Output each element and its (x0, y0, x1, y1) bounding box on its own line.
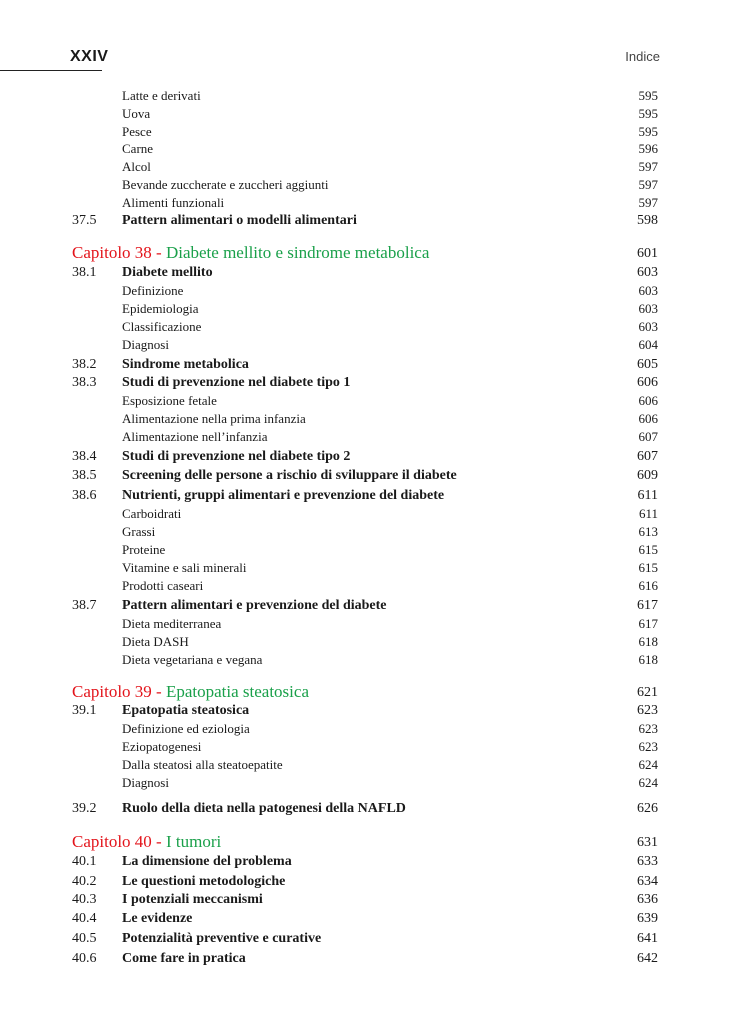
page-ref: 596 (638, 141, 658, 156)
page-ref: 617 (638, 616, 658, 631)
page-ref: 623 (638, 721, 658, 736)
toc-subentry-row (0, 411, 730, 429)
section-title: I potenziali meccanismi (122, 892, 263, 907)
subentry-title: Definizione ed eziologia (122, 721, 250, 736)
toc-subentry-row (0, 524, 730, 542)
toc-subentry-row (0, 88, 730, 106)
page-ref: 611 (637, 488, 658, 503)
toc-subentry-row (0, 159, 730, 177)
page-ref: 597 (638, 195, 658, 210)
toc-subentry-row (0, 739, 730, 757)
subentry-title: Alimenti funzionali (122, 195, 225, 210)
page-ref: 624 (638, 757, 658, 772)
page-ref: 623 (638, 739, 658, 754)
toc-subentry-row (0, 652, 730, 670)
subentry-title: Latte e derivati (122, 88, 201, 103)
page-ref: 618 (638, 652, 658, 667)
toc-section-row (0, 598, 730, 616)
toc-section-row (0, 931, 730, 949)
page-ref: 633 (637, 854, 658, 869)
section-number: 40.5 (72, 931, 97, 946)
toc-subentry-row (0, 775, 730, 793)
page-number: XXIV (70, 48, 109, 65)
section-number: 38.2 (72, 357, 97, 372)
chapter-prefix: Capitolo 40 - (72, 832, 166, 851)
toc-section-row (0, 213, 730, 231)
subentry-title: Grassi (122, 524, 156, 539)
section-title: Ruolo della dieta nella patogenesi della NAFLD (122, 801, 406, 816)
subentry-title: Dieta mediterranea (122, 616, 222, 631)
section-number: 40.3 (72, 892, 97, 907)
page-ref: 607 (638, 429, 658, 444)
page-ref: 636 (637, 892, 658, 907)
page-ref: 631 (637, 835, 658, 850)
page-ref: 603 (638, 301, 658, 316)
chapter-title (72, 682, 309, 702)
subentry-title: Alcol (122, 159, 151, 174)
header-rule (0, 70, 102, 71)
toc-subentry-row (0, 177, 730, 195)
section-title: Epatopatia steatosica (122, 703, 250, 718)
toc-subentry-row (0, 393, 730, 411)
subentry-title: Alimentazione nell’infanzia (122, 429, 268, 444)
subentry-title: Alimentazione nella prima infanzia (122, 411, 306, 426)
subentry-title: Bevande zuccherate e zuccheri aggiunti (122, 177, 329, 192)
subentry-title: Carne (122, 141, 154, 156)
toc-section-row (0, 874, 730, 892)
toc-subentry-row (0, 124, 730, 142)
subentry-title: Vitamine e sali minerali (122, 560, 247, 575)
page-ref: 617 (637, 598, 658, 613)
toc-section-row (0, 449, 730, 467)
section-number: 37.5 (72, 213, 97, 228)
chapter-prefix: Capitolo 39 - (72, 682, 166, 701)
toc-section-row (0, 951, 730, 969)
chapter-name: Diabete mellito e sindrome metabolica (165, 243, 430, 262)
toc-subentry-row (0, 757, 730, 775)
subentry-title: Dieta DASH (122, 634, 189, 649)
toc-section-row (0, 375, 730, 393)
toc-subentry-row (0, 560, 730, 578)
toc-subentry-row (0, 721, 730, 739)
toc-section-row (0, 488, 730, 506)
page-ref: 609 (637, 468, 658, 483)
section-title: Studi di prevenzione nel diabete tipo 2 (122, 449, 351, 464)
page-ref: 613 (638, 524, 658, 539)
page-ref: 604 (638, 337, 658, 352)
page-ref: 595 (638, 88, 658, 103)
toc-subentry-row (0, 337, 730, 355)
page-ref: 595 (638, 124, 658, 139)
subentry-title: Prodotti caseari (122, 578, 204, 593)
subentry-title: Diagnosi (122, 775, 169, 790)
section-number: 40.4 (72, 911, 97, 926)
toc-subentry-row (0, 141, 730, 159)
section-title: Le questioni metodologiche (122, 874, 286, 889)
toc-subentry-row (0, 506, 730, 524)
page-ref: 605 (637, 357, 658, 372)
toc-subentry-row (0, 578, 730, 596)
page-ref: 601 (637, 246, 658, 261)
section-title: Nutrienti, gruppi alimentari e prevenzione del diabete (122, 488, 445, 503)
section-title: Potenzialità preventive e curative (122, 931, 322, 946)
page-ref: 611 (638, 506, 658, 521)
page-ref: 607 (637, 449, 658, 464)
chapter-prefix: Capitolo 38 - (72, 243, 166, 262)
page-ref: 615 (638, 560, 658, 575)
page-ref: 603 (637, 265, 658, 280)
page-ref: 626 (637, 801, 658, 816)
subentry-title: Dieta vegetariana e vegana (122, 652, 263, 667)
page-ref: 642 (637, 951, 658, 966)
section-title: Indice (625, 49, 660, 64)
section-title: Pattern alimentari e prevenzione del diabete (122, 598, 387, 613)
page-ref: 615 (638, 542, 658, 557)
subentry-title: Esposizione fetale (122, 393, 217, 408)
toc-section-row (0, 468, 730, 486)
chapter-title (72, 832, 221, 852)
section-number: 38.4 (72, 449, 97, 464)
section-title: Come fare in pratica (122, 951, 246, 966)
section-title: Pattern alimentari o modelli alimentari (122, 213, 357, 228)
section-number: 40.6 (72, 951, 97, 966)
section-title: Le evidenze (122, 911, 193, 926)
section-number: 39.2 (72, 801, 97, 816)
page-ref: 603 (638, 319, 658, 334)
page-ref: 641 (637, 931, 658, 946)
page-ref: 603 (638, 283, 658, 298)
subentry-title: Definizione (122, 283, 184, 298)
page-ref: 606 (637, 375, 658, 390)
toc-subentry-row (0, 319, 730, 337)
section-title: Diabete mellito (122, 265, 213, 280)
subentry-title: Epidemiologia (122, 301, 199, 316)
subentry-title: Uova (122, 106, 151, 121)
page-ref: 634 (637, 874, 658, 889)
subentry-title: Diagnosi (122, 337, 169, 352)
toc-chapter-row (0, 243, 730, 267)
page-ref: 618 (638, 634, 658, 649)
page-ref: 597 (638, 177, 658, 192)
subentry-title: Proteine (122, 542, 166, 557)
page-ref: 623 (637, 703, 658, 718)
subentry-title: Pesce (122, 124, 152, 139)
page-ref: 621 (637, 685, 658, 700)
toc-subentry-row (0, 542, 730, 560)
toc-subentry-row (0, 429, 730, 447)
page-ref: 597 (638, 159, 658, 174)
section-title: Sindrome metabolica (122, 357, 249, 372)
page-ref: 639 (637, 911, 658, 926)
section-title: Studi di prevenzione nel diabete tipo 1 (122, 375, 351, 390)
page-ref: 598 (637, 213, 658, 228)
page-ref: 606 (638, 393, 658, 408)
section-number: 38.3 (72, 375, 97, 390)
chapter-name: I tumori (165, 832, 222, 851)
subentry-title: Eziopatogenesi (122, 739, 202, 754)
section-title: La dimensione del problema (122, 854, 292, 869)
section-number: 38.7 (72, 598, 97, 613)
chapter-name: Epatopatia steatosica (165, 682, 309, 701)
page-ref: 606 (638, 411, 658, 426)
section-number: 40.2 (72, 874, 97, 889)
subentry-title: Dalla steatosi alla steatoepatite (122, 757, 283, 772)
toc-section-row (0, 703, 730, 721)
section-number: 38.6 (72, 488, 97, 503)
toc-subentry-row (0, 283, 730, 301)
section-number: 38.5 (72, 468, 97, 483)
toc-section-row (0, 911, 730, 929)
chapter-title (72, 243, 429, 263)
section-number: 39.1 (72, 703, 97, 718)
section-number: 40.1 (72, 854, 97, 869)
page-ref: 616 (638, 578, 658, 593)
toc-section-row (0, 801, 730, 819)
subentry-title: Carboidrati (122, 506, 182, 521)
toc-subentry-row (0, 616, 730, 634)
page-ref: 595 (638, 106, 658, 121)
toc-subentry-row (0, 301, 730, 319)
page-ref: 624 (638, 775, 658, 790)
toc-subentry-row (0, 195, 730, 213)
toc-section-row (0, 265, 730, 283)
page-header (0, 46, 730, 76)
toc-section-row (0, 357, 730, 375)
section-number: 38.1 (72, 265, 97, 280)
toc-subentry-row (0, 106, 730, 124)
section-title: Screening delle persone a rischio di sviluppare il diabete (122, 468, 457, 483)
toc-chapter-row (0, 832, 730, 856)
toc-subentry-row (0, 634, 730, 652)
toc-section-row (0, 892, 730, 910)
toc-section-row (0, 854, 730, 872)
subentry-title: Classificazione (122, 319, 202, 334)
